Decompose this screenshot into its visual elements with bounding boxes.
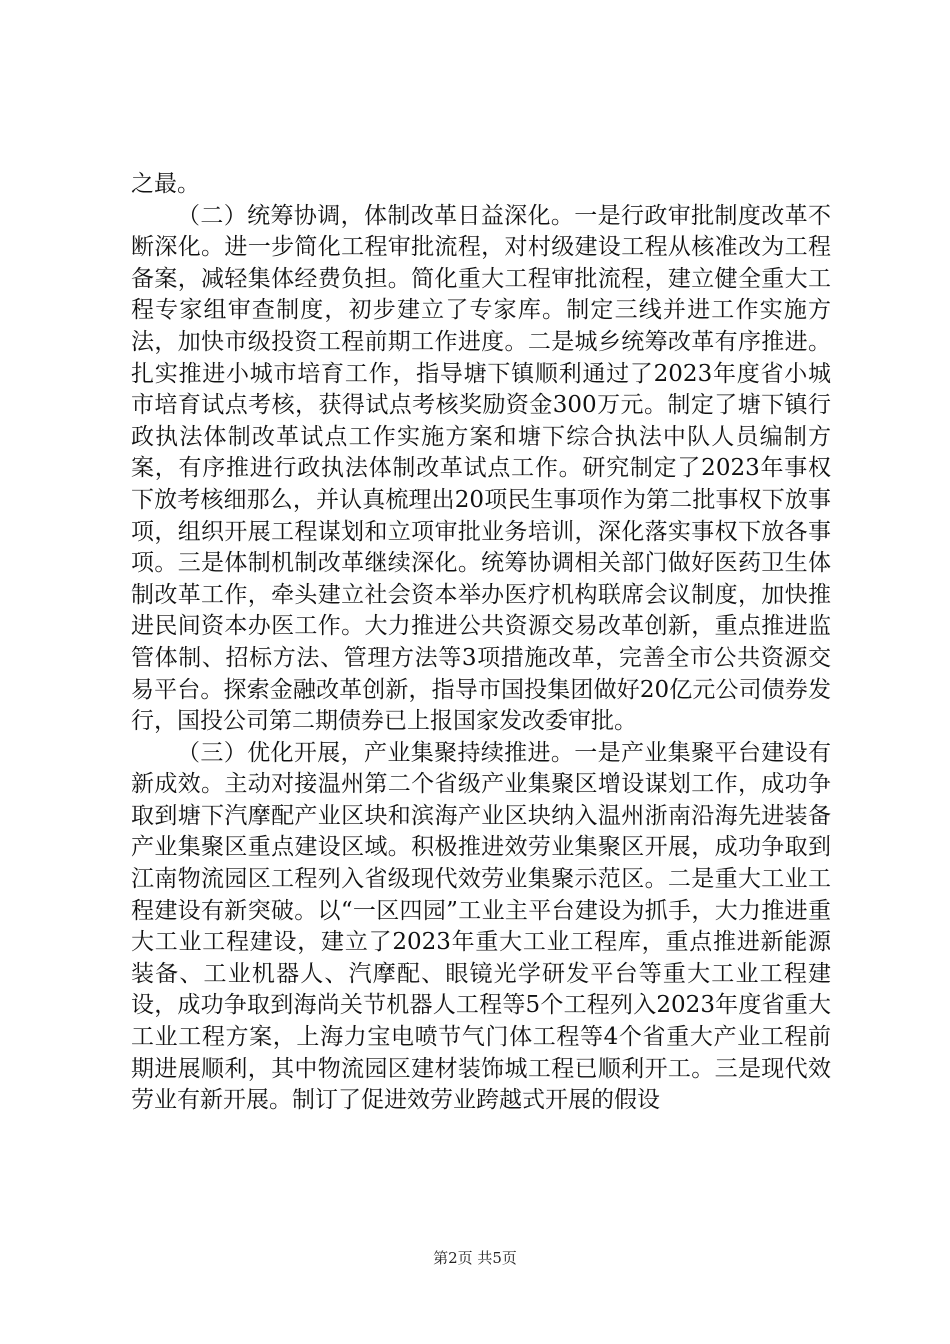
paragraph-section-two: （二）统筹协调，体制改革日益深化。一是行政审批制度改革不断深化。进一步简化工程审批流程，对村级建设工程从核准改为工程备案，减轻集体经费负担。简化重大工程审批流程，建立健全重大工程专家组审查制度，初步建立了专家库。制定三线并进工作实施方法，加快市级投资工程前期工作进度。二是城乡统筹改革有序推进。扎实推进小城市培育工作，指导塘下镇顺利通过了2023年度省小城市培育试点考核，获得试点考核奖励资金300万元。制定了塘下镇行政执法体制改革试点工作实施方案和塘下综合执法中队人员编制方案，有序推进行政执法体制改革试点工作。研究制定了2023年事权下放考核细那么，并认真梳理出20项民生事项作为第二批事权下放事项，组织开展工程谋划和立项审批业务培训，深化落实事权下放各事项。三是体制机制改革继续深化。统筹协调相关部门做好医药卫生体制改革工作，牵头建立社会资本举办医疗机构联席会议制度，加快推进民间资本办医工作。大力推进公共资源交易改革创新，重点推进监管体制、招标方法、管理方法等3项措施改革，完善全市公共资源交易平台。探索金融改革创新，指导市国投集团做好20亿元公司债券发行，国投公司第二期债券已上报国家发改委审批。 <box>131 202 831 735</box>
paragraph-continuation: 之最。 <box>131 171 200 197</box>
paragraph-section-three: （三）优化开展，产业集聚持续推进。一是产业集聚平台建设有新成效。主动对接温州第二个省级产业集聚区增设谋划工作，成功争取到塘下汽摩配产业区块和滨海产业区块纳入温州浙南沿海先进装备产业集聚区重点建设区域。积极推进效劳业集聚区开展，成功争取到江南物流园区工程列入省级现代效劳业集聚示范区。二是重大工业工程建设有新突破。以“一区四园”工业主平台建设为抓手，大力推进重大工业工程建设，建立了2023年重大工业工程库，重点推进新能源装备、工业机器人、汽摩配、眼镜光学研发平台等重大工业工程建设，成功争取到海尚关节机器人工程等5个工程列入2023年度省重大工业工程方案，上海力宝电喷节气门体工程等4个省重大产业工程前期进展顺利，其中物流园区建材装饰城工程已顺利开工。三是现代效劳业有新开展。制订了促进效劳业跨越式开展的假设 <box>131 739 831 1114</box>
page-number-footer: 第2页 共5页 <box>433 1249 517 1267</box>
document-body <box>131 169 831 1117</box>
